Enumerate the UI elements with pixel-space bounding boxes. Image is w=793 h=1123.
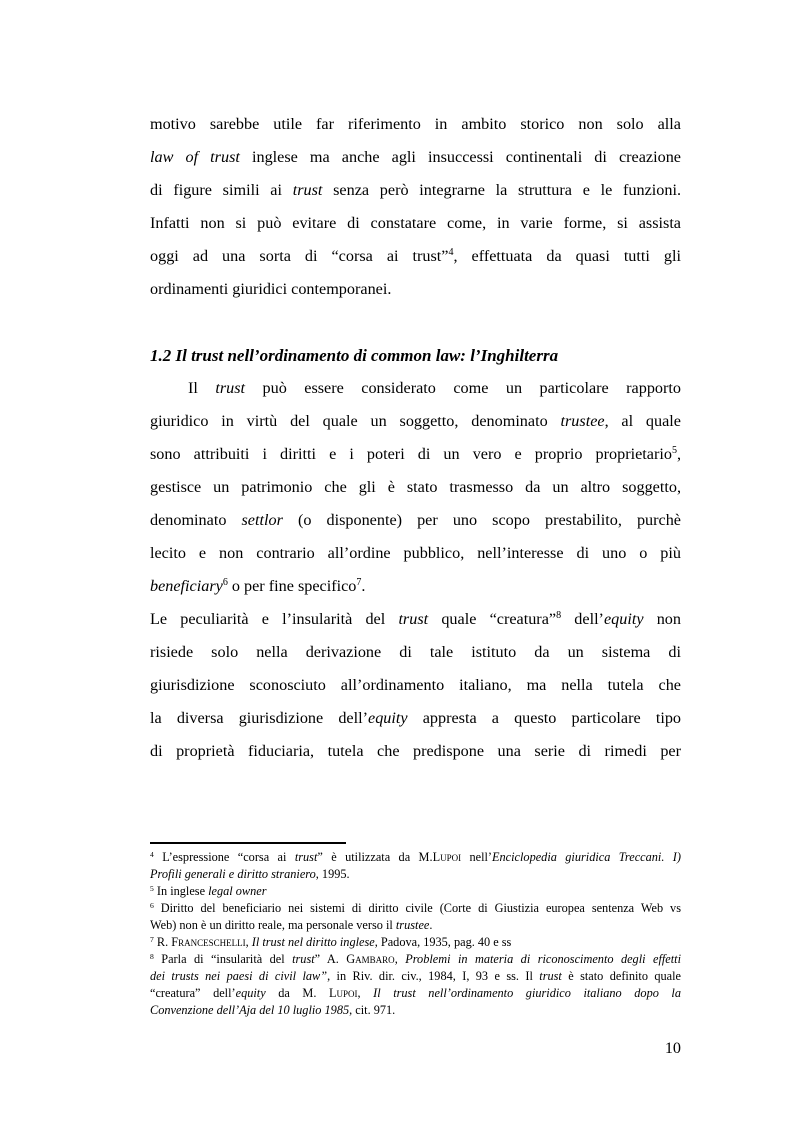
footnote-reference: 4 xyxy=(150,849,154,859)
text-line xyxy=(150,866,681,883)
text-run: trust xyxy=(292,952,315,966)
text-run: Problemi in materia di riconoscimento degli effetti xyxy=(405,952,681,966)
footnote-reference: 8 xyxy=(150,951,154,961)
text-run: Parla di “insularità del xyxy=(153,952,293,966)
text-line xyxy=(150,372,681,405)
text-run: denominato xyxy=(150,511,242,529)
text-run: In inglese xyxy=(153,884,209,898)
text-run: trust xyxy=(215,379,246,397)
footnote-6 xyxy=(150,900,681,934)
text-run: equity xyxy=(603,610,644,628)
text-run: quale “creatura” xyxy=(428,610,557,628)
section-heading: 1.2 Il trust nell’ordinamento di common law: l’Inghilterra xyxy=(150,346,559,365)
text-run: equity xyxy=(235,986,266,1000)
text-line xyxy=(150,849,681,866)
text-line xyxy=(150,951,681,968)
text-run: senza però integrarne la struttura e le funzioni. xyxy=(322,181,681,199)
text-run: motivo sarebbe utile far riferimento in ambito storico non solo alla xyxy=(150,115,681,133)
text-line xyxy=(150,968,681,985)
text-line xyxy=(150,471,681,504)
text-line xyxy=(150,537,681,570)
text-run: la diversa giurisdizione dell’ xyxy=(150,709,369,727)
text-run: può essere considerato come un particolare rapporto xyxy=(245,379,681,397)
text-run: , Padova, 1935, pag. 40 e ss xyxy=(374,935,512,949)
text-run: . xyxy=(361,577,366,595)
text-run: Profili generali e diritto straniero xyxy=(150,867,316,881)
text-line xyxy=(150,1002,681,1019)
page-number: 10 xyxy=(664,1039,681,1057)
text-run: , in Riv. dir. civ., 1984, I, 93 e ss. Il xyxy=(327,969,540,983)
text-run: Franceschelli xyxy=(171,935,246,949)
footnote-7 xyxy=(150,934,681,951)
text-run: trust xyxy=(292,181,323,199)
footnote-reference: 6 xyxy=(222,577,228,589)
text-run: lecito e non contrario all’ordine pubblico, nell’interesse di uno o più xyxy=(150,544,681,562)
text-line xyxy=(150,883,681,900)
text-line xyxy=(150,240,681,273)
text-run: Convenzione dell’Aja del 10 luglio 1985 xyxy=(150,1003,350,1017)
text-run: appresta a questo particolare tipo xyxy=(407,709,682,727)
text-run: inglese ma anche agli insuccessi continentali di creazione xyxy=(239,148,681,166)
text-run: ” A. xyxy=(314,952,347,966)
text-run: di proprietà fiduciaria, tutela che predispone una serie di rimedi per xyxy=(150,742,681,760)
text-run: oggi ad una sorta di “corsa ai trust” xyxy=(150,247,449,265)
text-run: , al quale xyxy=(604,412,681,430)
text-run: Il trust nell’ordinamento giuridico italiano dopo la xyxy=(373,986,681,1000)
text-run: , xyxy=(394,952,406,966)
text-line xyxy=(150,405,681,438)
text-run: gestisce un patrimonio che gli è stato trasmesso da un altro soggetto, xyxy=(150,478,681,496)
text-run: giurisdizione sconosciuto all’ordinamento italiano, ma nella tutela che xyxy=(150,676,681,694)
text-run: , xyxy=(676,445,681,463)
text-run: è stato definito quale xyxy=(561,969,681,983)
text-line xyxy=(150,917,681,934)
text-run: Infatti non si può evitare di constatare come, in varie forme, si assista xyxy=(150,214,681,232)
text-run: dei trusts nei paesi di civil law” xyxy=(150,969,328,983)
footnote-reference: 4 xyxy=(448,247,454,259)
footnote-8 xyxy=(150,951,681,1019)
text-run: o per fine specifico xyxy=(227,577,357,595)
footnote-reference: 8 xyxy=(556,610,562,622)
footnotes-section xyxy=(150,842,681,1019)
text-run: legal owner xyxy=(208,884,267,898)
text-line xyxy=(150,669,681,702)
text-line xyxy=(150,636,681,669)
text-run: Lupoi xyxy=(432,850,462,864)
text-run: Lupoi xyxy=(328,986,358,1000)
text-run: trust xyxy=(539,969,562,983)
text-run: Il trust nel diritto inglese xyxy=(251,935,375,949)
text-line xyxy=(150,900,681,917)
text-line xyxy=(150,934,681,951)
text-line xyxy=(150,174,681,207)
text-run: R. xyxy=(153,935,172,949)
text-line xyxy=(150,273,681,306)
text-run: trust xyxy=(398,610,429,628)
text-run: Diritto del beneficiario nei sistemi di diritto civile (Corte di Giustizia europea sentenza Web vs xyxy=(153,901,681,915)
footnote-separator xyxy=(150,842,346,844)
footnote-reference: 6 xyxy=(150,900,154,910)
text-run: Il xyxy=(188,379,216,397)
text-run: ” è utilizzata da M. xyxy=(317,850,433,864)
footnote-4 xyxy=(150,849,681,883)
text-run: , effettuata da quasi tutti gli xyxy=(453,247,681,265)
text-run: , xyxy=(357,986,374,1000)
text-run: law of trust xyxy=(150,148,240,166)
text-run: “creatura” dell’ xyxy=(150,986,236,1000)
text-run: L’espressione “corsa ai xyxy=(153,850,295,864)
paragraph-trust-peculiarities xyxy=(150,603,681,768)
text-run: da M. xyxy=(265,986,329,1000)
footnote-reference: 5 xyxy=(150,883,154,893)
footnote-5 xyxy=(150,883,681,900)
text-run: (o disponente) per uno scopo prestabilito, purchè xyxy=(282,511,681,529)
text-run: . xyxy=(429,918,433,932)
text-run: trustee xyxy=(560,412,605,430)
text-run: Enciclopedia giuridica Treccani. I) xyxy=(492,850,681,864)
text-run: , xyxy=(245,935,252,949)
text-run: ordinamenti giuridici contemporanei. xyxy=(150,280,392,298)
text-run: Web) non è un diritto reale, ma personale verso il xyxy=(150,918,396,932)
content-column xyxy=(150,108,681,768)
text-run: non xyxy=(643,610,681,628)
footnote-reference: 5 xyxy=(671,445,677,457)
text-line xyxy=(150,603,681,636)
text-run: beneficiary xyxy=(150,577,223,595)
text-line xyxy=(150,570,681,603)
text-run: giuridico in virtù del quale un soggetto, denominato xyxy=(150,412,561,430)
text-line xyxy=(150,438,681,471)
text-run: equity xyxy=(368,709,408,727)
text-run: settlor xyxy=(241,511,283,529)
text-line xyxy=(150,141,681,174)
text-line xyxy=(150,985,681,1002)
text-run: , 1995. xyxy=(315,867,350,881)
text-line xyxy=(150,702,681,735)
text-line xyxy=(150,735,681,768)
text-run: sono attribuiti i diritti e i poteri di un vero e proprio proprietario xyxy=(150,445,672,463)
text-run: , cit. 971. xyxy=(349,1003,396,1017)
text-run: Le peculiarità e l’insularità del xyxy=(150,610,399,628)
text-run: di figure simili ai xyxy=(150,181,293,199)
paragraph-continuation xyxy=(150,108,681,306)
text-run: nell’ xyxy=(461,850,493,864)
paragraph-trust-definition xyxy=(150,372,681,603)
text-line xyxy=(150,504,681,537)
text-run: Gambaro xyxy=(346,952,395,966)
text-run: trustee xyxy=(395,918,430,932)
footnote-reference: 7 xyxy=(150,934,154,944)
text-run: dell’ xyxy=(561,610,604,628)
footnote-reference: 7 xyxy=(356,577,362,589)
text-line xyxy=(150,207,681,240)
text-run: risiede solo nella derivazione di tale istituto da un sistema di xyxy=(150,643,681,661)
text-line xyxy=(150,108,681,141)
text-run: trust xyxy=(294,850,318,864)
